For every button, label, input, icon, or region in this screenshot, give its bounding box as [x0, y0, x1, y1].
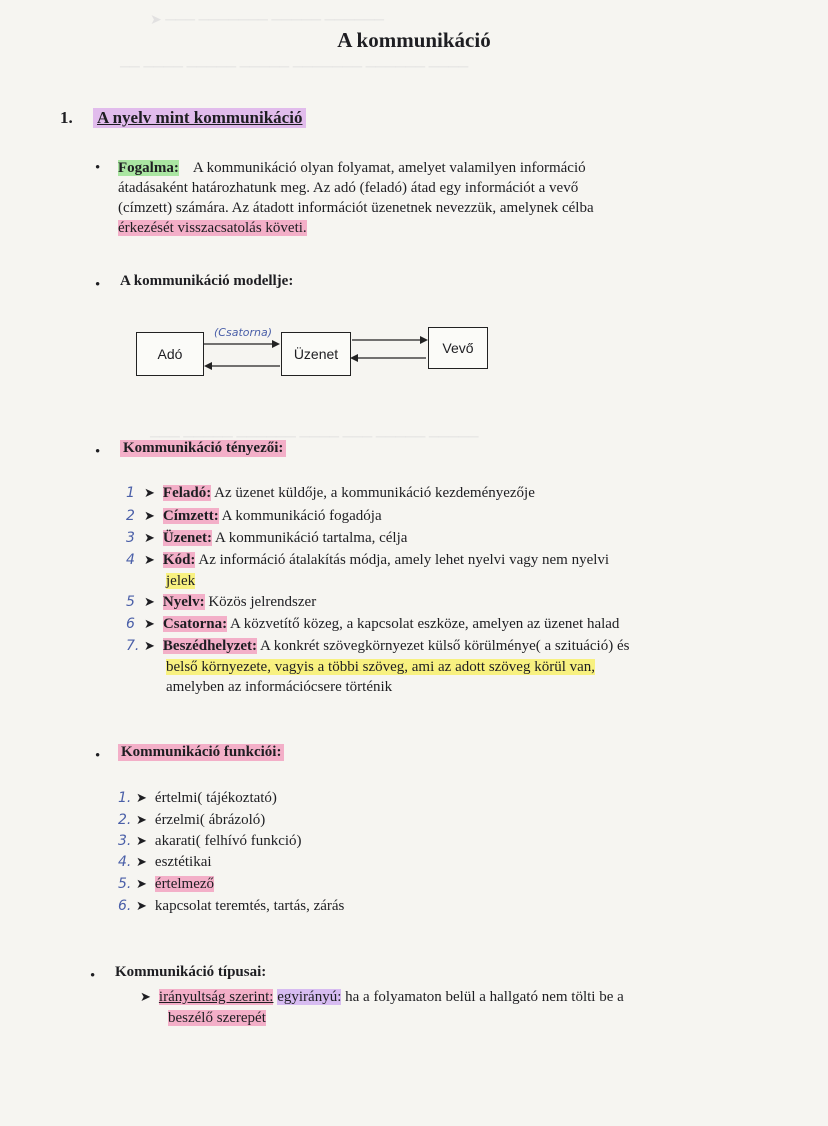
functions-heading: Kommunikáció funkciói:: [118, 744, 284, 761]
bullet-icon: •: [90, 968, 96, 984]
types-heading: Kommunikáció típusai:: [115, 964, 267, 980]
function-item: 1. ➤ értelmi( tájékoztató): [118, 790, 277, 806]
show-through-text: ─── ───── ────── ──── ─── ───── ─────: [150, 430, 479, 445]
box-ado: Adó: [136, 332, 204, 376]
function-item: 4. ➤ esztétikai: [118, 854, 212, 870]
show-through-text: ➤ ─── ─────── ───── ──────: [150, 13, 385, 28]
page-title: A kommunikáció: [337, 28, 491, 52]
factor-item-cimzett: 2 ➤ Címzett: A kommunikáció fogadója: [126, 508, 382, 524]
section-title: A nyelv mint kommunikáció: [93, 108, 306, 128]
model-heading: A kommunikáció modellje:: [120, 273, 294, 289]
section-number: 1.: [60, 108, 73, 127]
function-item: 6. ➤ kapcsolat teremtés, tartás, zárás: [118, 898, 345, 914]
definition-paragraph: [118, 158, 718, 238]
box-vevo: Vevő: [428, 327, 488, 369]
model-arrows: [200, 336, 432, 376]
bullet-icon: •: [95, 748, 101, 764]
definition-label: Fogalma:: [118, 160, 179, 176]
factor-item-nyelv: 5 ➤ Nyelv: Közös jelrendszer: [126, 594, 317, 610]
definition-line-4: érkezését visszacsatolás követi.: [118, 220, 307, 236]
function-item: 2. ➤ érzelmi( ábrázoló): [118, 812, 266, 828]
function-item: 5. ➤ értelmező: [118, 876, 215, 892]
handwritten-note: (Csatorna): [214, 326, 273, 339]
function-item: 3. ➤ akarati( felhívó funkció): [118, 833, 302, 849]
show-through-text: ── ──── ───── ───── ─────── ────── ────: [120, 60, 469, 75]
bullet-icon: •: [95, 160, 101, 176]
factor-item-kod: 4 ➤ Kód: Az információ átalakítás módja, amely lehet nyelvi vagy nem nyelvi jelek: [126, 552, 610, 589]
definition-line-1: A kommunikáció olyan folyamat, amelyet valamilyen információ: [192, 160, 586, 176]
bullet-icon: •: [95, 277, 101, 293]
factor-item-uzenet: 3 ➤ Üzenet: A kommunikáció tartalma, célja: [126, 530, 408, 546]
types-item: ➤ irányultság szerint: egyirányú: ha a folyamaton belül a hallgató nem tölti be a beszélő szerepét: [140, 989, 624, 1026]
definition-line-2: átadásaként határozhatunk meg. Az adó (feladó) átad egy információt a vevő: [118, 180, 579, 196]
factor-item-feladó: 1 ➤ Feladó: Az üzenet küldője, a kommunikáció kezdeményezője: [126, 485, 535, 501]
factor-item-beszedhelyzet: 7. ➤ Beszédhelyzet: A konkrét szövegkörnyezet külső körülménye( a szituáció) és belső környezete, vagyis a többi szöveg, ami az adott szöveg körül van, amelyben az információcsere történik: [126, 638, 630, 695]
factor-item-csatorna: 6 ➤ Csatorna: A közvetítő közeg, a kapcsolat eszköze, amelyen az üzenet halad: [126, 616, 620, 632]
bullet-icon: •: [95, 444, 101, 460]
factors-heading: Kommunikáció tényezői:: [120, 440, 286, 457]
definition-line-3: (címzett) számára. Az átadott információt üzenetnek nevezzük, amelynek célba: [118, 200, 594, 216]
box-uzenet: Üzenet: [281, 332, 351, 376]
